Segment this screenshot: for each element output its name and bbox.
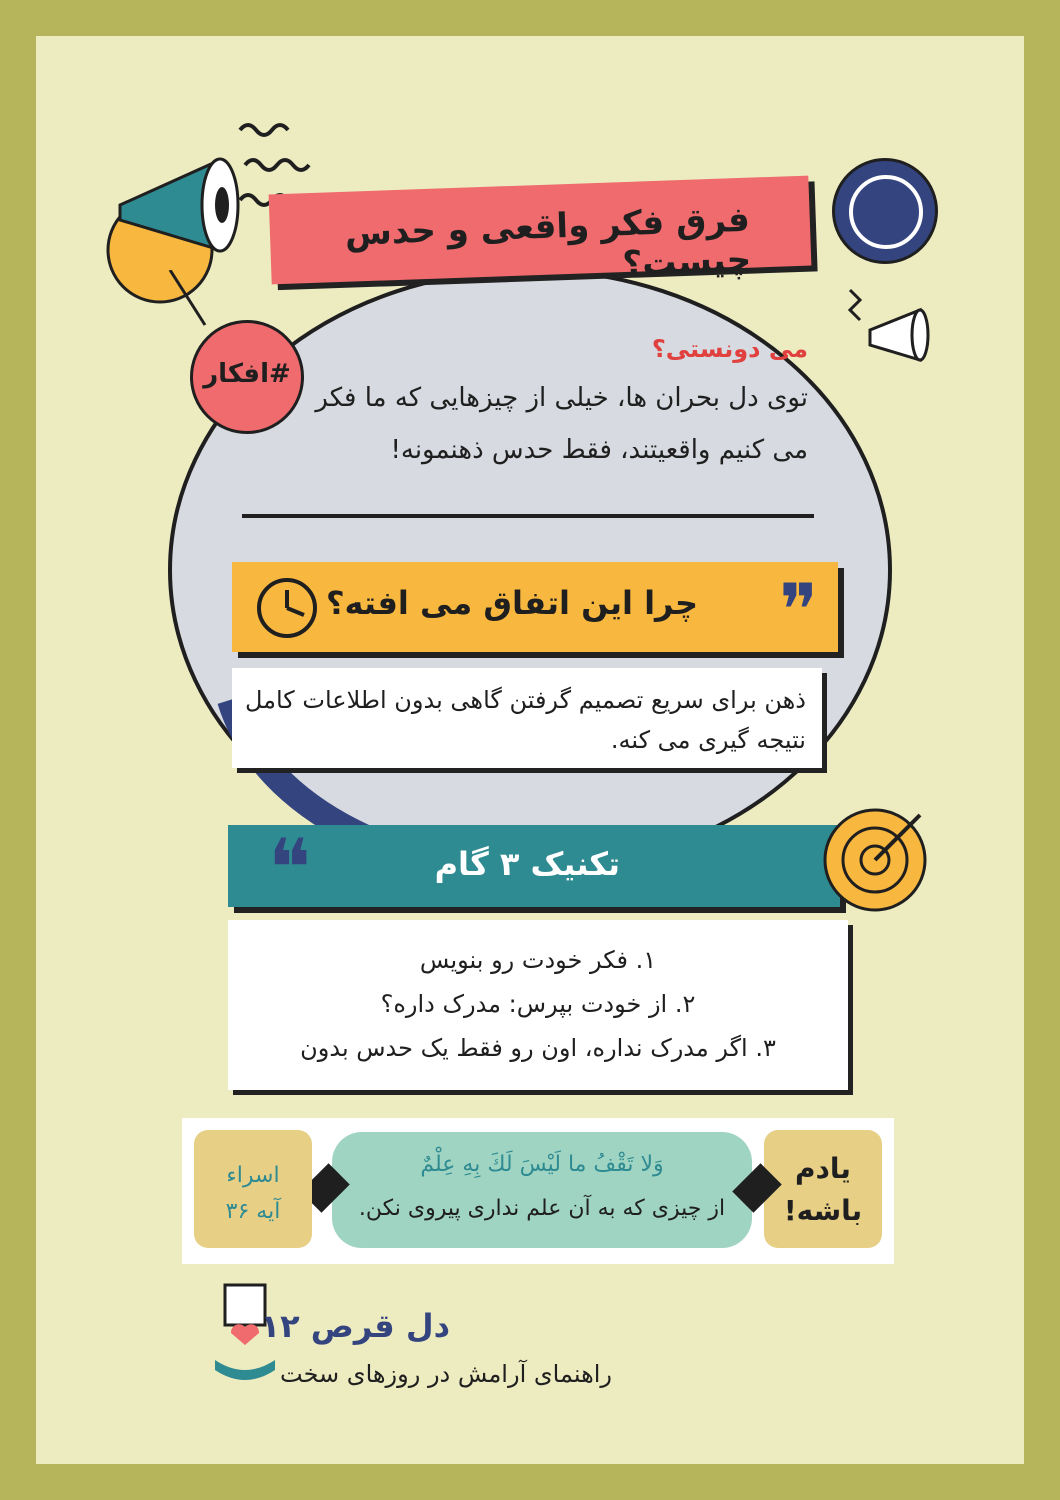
technique-banner <box>228 822 840 915</box>
tag-text: #افکار <box>203 359 291 389</box>
step-2: ۲. از خودت بپرس: مدرک داره؟ <box>380 990 696 1018</box>
connector-line <box>150 270 230 330</box>
why-text <box>245 680 806 760</box>
page-title: فرق فکر واقعی و حدس چیست؟ <box>344 199 752 285</box>
tag-badge <box>190 320 304 434</box>
small-megaphone-icon <box>840 280 940 380</box>
reference-text <box>194 1158 312 1230</box>
open-quote-icon: ❝ <box>268 822 312 915</box>
quote-mark-icon: ❞ <box>779 568 818 652</box>
reference-line-1: اسراء <box>226 1163 280 1188</box>
remember-label-line-2: باشه! <box>783 1194 863 1227</box>
title-banner <box>269 176 812 285</box>
footer-title: دل قرص ۱۲ <box>260 1307 450 1345</box>
verse-arabic: وَلا تَقْفُ ما لَيْسَ لَكَ بِهِ عِلْمٌ <box>420 1152 664 1177</box>
verse-box <box>332 1132 752 1248</box>
remember-label-line-1: یادم <box>795 1152 851 1185</box>
remember-label <box>764 1148 882 1232</box>
remember-panel <box>182 1118 894 1264</box>
why-banner <box>232 562 838 652</box>
clock-icon <box>252 570 322 640</box>
remember-label-box <box>764 1130 882 1248</box>
technique-card <box>228 920 848 1090</box>
step-3: ۳. اگر مدرک نداره، اون رو فقط یک حدس بدون <box>300 1034 776 1062</box>
technique-steps <box>228 938 848 1070</box>
target-icon <box>815 805 935 915</box>
logo <box>832 158 938 264</box>
intro-line-2: می کنیم واقعیتند، فقط حدس ذهنمونه! <box>390 435 808 465</box>
verse-persian: از چیزی که به آن علم نداری پیروی نکن. <box>358 1196 726 1221</box>
why-card <box>232 668 822 768</box>
intro-line-1: توی دل بحران ها، خیلی از چیزهایی که ما فکر <box>315 383 808 413</box>
why-line-2: نتیجه گیری می کنه. <box>610 726 806 754</box>
reference-line-2: آیه ۳۶ <box>225 1199 281 1224</box>
logo-ring-icon <box>849 175 923 249</box>
step-1: ۱. فکر خودت رو بنویس <box>419 946 657 974</box>
why-line-1: ذهن برای سریع تصمیم گرفتن گاهی بدون اطلاعات کامل <box>244 686 806 714</box>
intro-text <box>288 372 808 476</box>
divider <box>242 514 814 518</box>
reference-box <box>194 1130 312 1248</box>
footer-subtitle: راهنمای آرامش در روزهای سخت <box>280 1360 612 1388</box>
technique-title: تکنیک ۳ گام <box>434 845 620 883</box>
why-title: چرا این اتفاق می افته؟ <box>325 584 698 622</box>
intro-question: می دونستی؟ <box>651 335 808 363</box>
